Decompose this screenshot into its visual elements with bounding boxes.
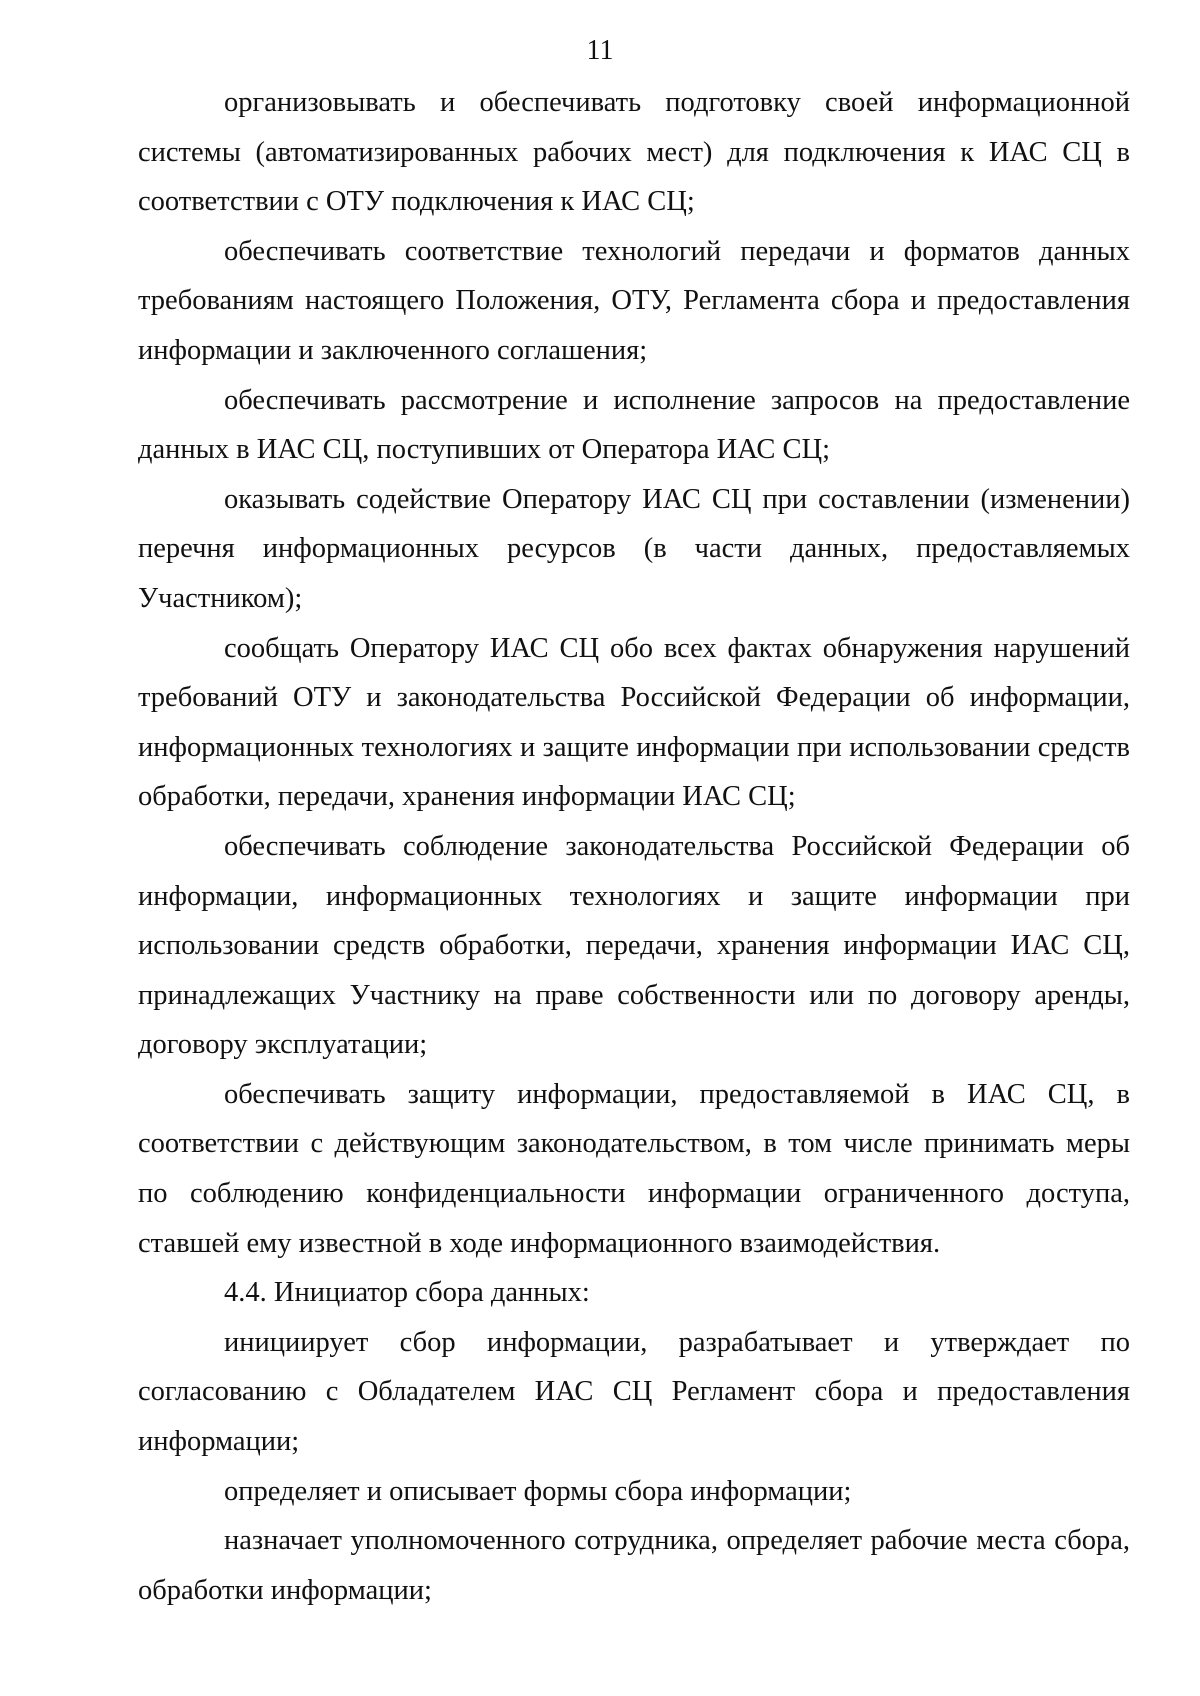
- paragraph: обеспечивать соблюдение законодательства Российской Федерации об информации, информационных технологиях и защите информации при использовании средств обработки, передачи, хранения информации ИАС СЦ, принадлежащих Участнику на праве собственности или по договору аренды, договору эксплуатации;: [138, 830, 1130, 1061]
- paragraph: сообщать Оператору ИАС СЦ обо всех фактах обнаружения нарушений требований ОТУ и законодательства Российской Федерации об информации, информационных технологиях и защите информации при использовании средств обработки, передачи, хранения информации ИАС СЦ;: [138, 632, 1130, 813]
- paragraph: обеспечивать соответствие технологий передачи и форматов данных требованиям настоящего Положения, ОТУ, Регламента сбора и предоставления информации и заключенного соглашения;: [138, 235, 1130, 366]
- paragraph: организовывать и обеспечивать подготовку своей информационной системы (автоматизированных рабочих мест) для подключения к ИАС СЦ в соответствии с ОТУ подключения к ИАС СЦ;: [138, 87, 1130, 218]
- section-heading: 4.4. Инициатор сбора данных:: [224, 1277, 590, 1309]
- document-body: [138, 78, 1130, 1615]
- paragraph: определяет и описывает формы сбора информации;: [224, 1475, 852, 1507]
- page-number: 11: [586, 35, 614, 66]
- paragraph: назначает уполномоченного сотрудника, определяет рабочие места сбора, обработки информации;: [138, 1525, 1130, 1606]
- paragraph: обеспечивать рассмотрение и исполнение запросов на предоставление данных в ИАС СЦ, поступивших от Оператора ИАС СЦ;: [138, 384, 1130, 466]
- paragraph: инициирует сбор информации, разрабатывает и утверждает по согласованию с Обладателем ИАС СЦ Регламент сбора и предоставления информации;: [138, 1326, 1130, 1458]
- paragraph: оказывать содействие Оператору ИАС СЦ при составлении (изменении) перечня информационных ресурсов (в части данных, предоставляемых Участником);: [138, 483, 1130, 614]
- paragraph: обеспечивать защиту информации, предоставляемой в ИАС СЦ, в соответствии с действующим законодательством, в том числе принимать меры по соблюдению конфиденциальности информации ограниченного доступа, ставшей ему известной в ходе информационного взаимодействия.: [138, 1078, 1130, 1259]
